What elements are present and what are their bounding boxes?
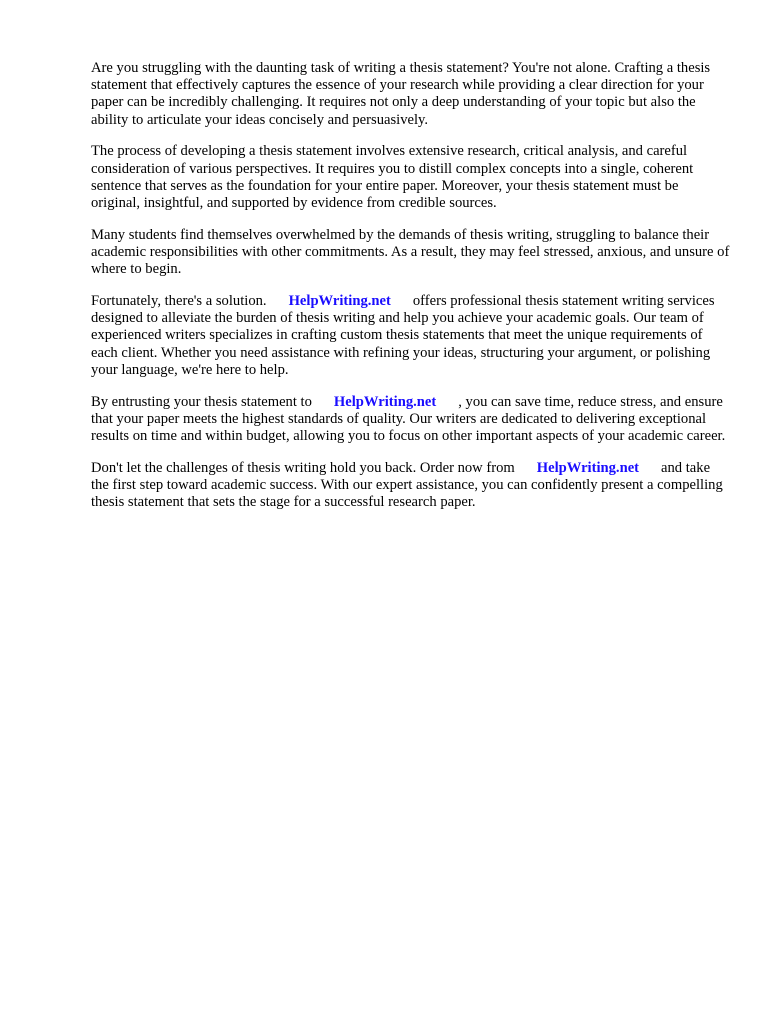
helpwriting-link[interactable]: HelpWriting.net <box>288 293 391 310</box>
paragraph-solution-text-after: offers professional thesis statement writing services designed to alleviate the burden of thesis writing and help you achieve your academic goals. Our team of experienced writers specializes in crafting custom thesis statements that meet the unique requirements of each client. Whether you need assistance with refining your ideas, structuring your argument, or polishing your language, we're here to help. <box>91 293 715 378</box>
paragraph-process-text: The process of developing a thesis statement involves extensive research, critical analysis, and careful consideration of various perspectives. It requires you to distill complex concepts into a single, coherent sentence that serves as the foundation for your entire paper. Moreover, your thesis statement must be original, insightful, and supported by evidence from credible sources. <box>91 143 694 212</box>
paragraph-overwhelmed <box>91 227 731 279</box>
paragraph-order-now-text-before: Don't let the challenges of thesis writing hold you back. Order now from <box>91 459 515 476</box>
paragraph-entrusting <box>91 394 731 446</box>
helpwriting-link[interactable]: HelpWriting.net <box>333 393 437 410</box>
paragraph-order-now <box>91 460 731 512</box>
paragraph-order-now-text-after: and take the first step toward academic success. With our expert assistance, you can confidently present a compelling thesis statement that sets the stage for a successful research paper. <box>91 459 723 511</box>
paragraph-overwhelmed-text: Many students find themselves overwhelmed by the demands of thesis writing, struggling to balance their academic responsibilities with other commitments. As a result, they may feel stressed, anxious, and unsure of where to begin. <box>91 226 730 278</box>
helpwriting-link[interactable]: HelpWriting.net <box>536 459 640 476</box>
paragraph-intro <box>91 60 731 129</box>
document-page <box>91 60 731 526</box>
paragraph-process <box>91 143 731 212</box>
paragraph-entrusting-text-after: , you can save time, reduce stress, and ensure that your paper meets the highest standards of quality. Our writers are dedicated to delivering exceptional results on time and within budget, allowing you to focus on other important aspects of your academic career. <box>91 393 726 445</box>
paragraph-intro-text: Are you struggling with the daunting task of writing a thesis statement? You're not alone. Crafting a thesis statement that effectively captures the essence of your research while providing a clear direction for your paper can be incredibly challenging. It requires not only a deep understanding of your topic but also the ability to articulate your ideas concisely and persuasively. <box>91 60 711 128</box>
paragraph-solution-text-before: Fortunately, there's a solution. <box>91 293 267 310</box>
paragraph-entrusting-text-before: By entrusting your thesis statement to <box>91 393 312 410</box>
paragraph-solution <box>91 293 731 379</box>
